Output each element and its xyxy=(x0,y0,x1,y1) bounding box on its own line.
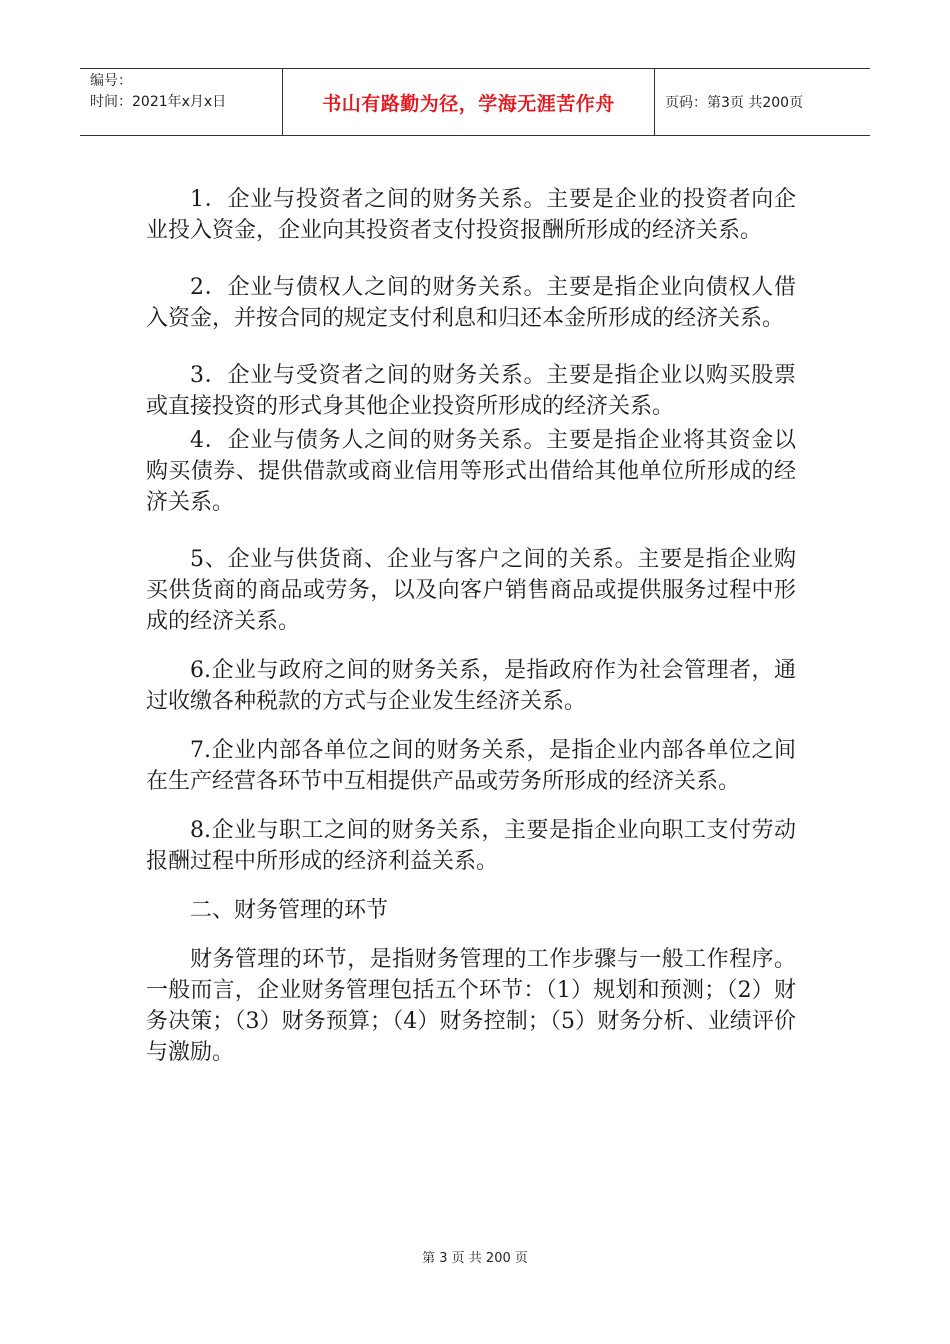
paragraph-1: 1．企业与投资者之间的财务关系。主要是企业的投资者向企业投入资金，企业向其投资者支付投资报酬所形成的经济关系。 xyxy=(146,187,796,243)
paragraph-6: 6.企业与政府之间的财务关系，是指政府作为社会管理者，通过收缴各种税款的方式与企业发生经济关系。 xyxy=(146,658,796,714)
document-time-label: 时间：2021年x月x日 xyxy=(90,94,227,110)
page-header xyxy=(80,68,870,136)
page-footer: 第 3 页 共 200 页 xyxy=(422,1251,528,1266)
paragraph-4: 4．企业与债务人之间的财务关系。主要是指企业将其资金以购买债券、提供借款或商业信用等形式出借给其他单位所形成的经济关系。 xyxy=(146,428,796,515)
header-page-info: 页码：第3页 共200页 xyxy=(665,95,804,111)
document-number-label: 编号： xyxy=(90,73,132,89)
section-heading: 二、财务管理的环节 xyxy=(190,898,389,923)
paragraph-7: 7.企业内部各单位之间的财务关系，是指企业内部各单位之间在生产经营各环节中互相提供产品或劳务所形成的经济关系。 xyxy=(146,738,796,794)
paragraph-3: 3．企业与受资者之间的财务关系。主要是指企业以购买股票或直接投资的形式身其他企业投资所形成的经济关系。 xyxy=(146,363,796,419)
paragraph-2: 2．企业与债权人之间的财务关系。主要是指企业向债权人借入资金，并按合同的规定支付利息和归还本金所形成的经济关系。 xyxy=(146,275,796,331)
paragraph-8: 8.企业与职工之间的财务关系，主要是指企业向职工支付劳动报酬过程中所形成的经济利益关系。 xyxy=(146,818,796,874)
paragraph-9: 财务管理的环节，是指财务管理的工作步骤与一般工作程序。一般而言，企业财务管理包括五个环节：（1）规划和预测；（2）财务决策；（3）财务预算；（4）财务控制；（5）财务分析、业绩评价与激励。 xyxy=(146,947,796,1065)
header-motto: 书山有路勤为径，学海无涯苦作舟 xyxy=(283,69,655,135)
paragraph-5: 5、企业与供货商、企业与客户之间的关系。主要是指企业购买供货商的商品或劳务，以及向客户销售商品或提供服务过程中形成的经济关系。 xyxy=(146,547,796,634)
header-meta-cell xyxy=(80,69,283,135)
document-body xyxy=(146,184,796,1068)
